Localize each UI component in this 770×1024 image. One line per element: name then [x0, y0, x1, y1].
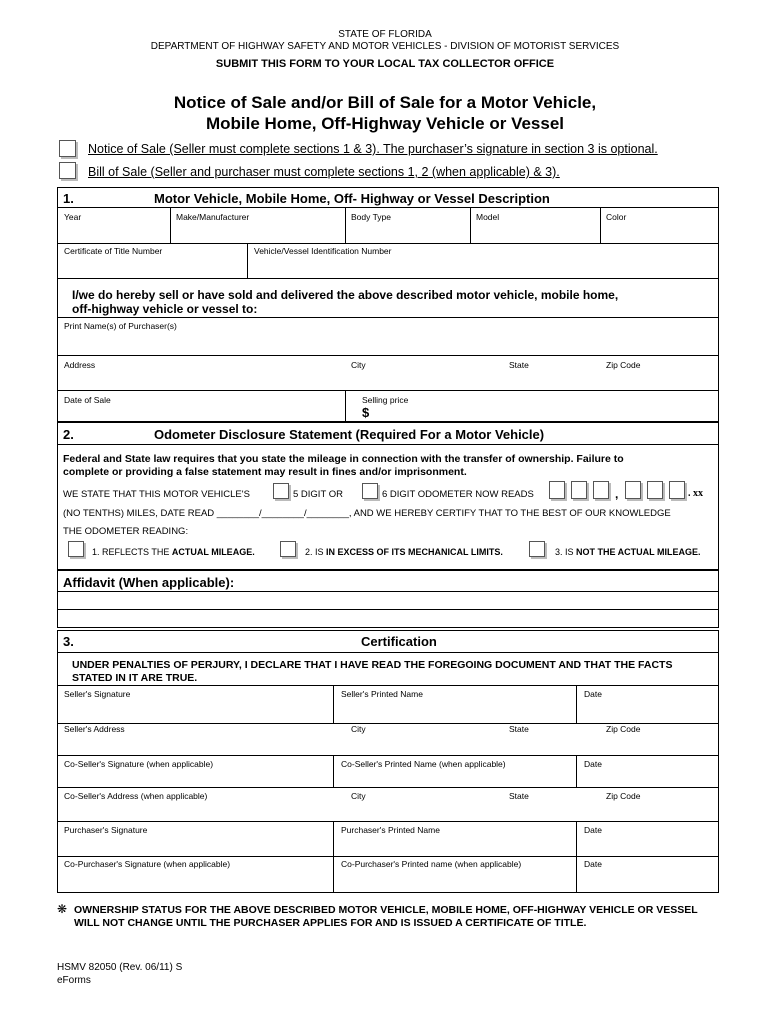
form-title-line2: Mobile Home, Off-Highway Vehicle or Vessel: [205, 114, 565, 133]
seller-zip-label: Zip Code: [606, 724, 641, 734]
seller-printed-name-label: Seller's Printed Name: [341, 689, 423, 699]
five-digit-checkbox[interactable]: [273, 483, 289, 499]
department-heading: DEPARTMENT OF HIGHWAY SAFETY AND MOTOR VEHICLES - DIVISION OF MOTORIST SERVICES: [150, 41, 620, 52]
six-digit-checkbox[interactable]: [362, 483, 378, 499]
law-text-line2: complete or providing a false statement may result in fines and/or imprisonment.: [63, 466, 467, 478]
perjury-line2: STATED IN IT ARE TRUE.: [72, 672, 198, 684]
title-number-label: Certificate of Title Number: [64, 246, 163, 256]
not-actual-mileage-label: 3. IS NOT THE ACTUAL MILEAGE.: [555, 547, 701, 557]
year-label: Year: [64, 212, 82, 222]
coseller-city-label: City: [351, 791, 366, 801]
actual-mileage-checkbox[interactable]: [68, 541, 84, 557]
odometer-digit-3[interactable]: [593, 481, 609, 499]
color-label: Color: [606, 212, 627, 222]
seller-signature-label: Seller's Signature: [64, 689, 131, 699]
coseller-printed-name-label: Co-Seller's Printed Name (when applicable): [341, 759, 506, 769]
coseller-address-label: Co-Seller's Address (when applicable): [64, 791, 208, 801]
section1-number: 1.: [63, 191, 74, 206]
model-label: Model: [476, 212, 500, 222]
odometer-digit-6[interactable]: [669, 481, 685, 499]
form-title-line1: Notice of Sale and/or Bill of Sale for a Motor Vehicle,: [173, 93, 597, 112]
affidavit-title: Affidavit (When applicable):: [63, 575, 235, 590]
submit-instruction: SUBMIT THIS FORM TO YOUR LOCAL TAX COLLECTOR OFFICE: [215, 58, 555, 70]
purchaser-printed-name-label: Purchaser's Printed Name: [341, 825, 440, 835]
coseller-date-label: Date: [584, 759, 602, 769]
section1-title: Motor Vehicle, Mobile Home, Off- Highway or Vessel Description: [154, 191, 550, 206]
seller-state-label: State: [509, 724, 529, 734]
state-label: State: [509, 360, 529, 370]
date-of-sale-label: Date of Sale: [64, 395, 111, 405]
bill-of-sale-label: Bill of Sale (Seller and purchaser must complete sections 1, 2 (when applicable) & 3).: [88, 165, 560, 179]
we-state-text: WE STATE THAT THIS MOTOR VEHICLE'S: [63, 489, 250, 500]
perjury-line1: UNDER PENALTIES OF PERJURY, I DECLARE THAT I HAVE READ THE FOREGOING DOCUMENT AND THAT THE FACTS: [72, 659, 673, 671]
seller-city-label: City: [351, 724, 366, 734]
five-digit-label: 5 DIGIT OR: [293, 489, 343, 500]
bill-of-sale-checkbox[interactable]: [59, 162, 76, 179]
section2-number: 2.: [63, 427, 74, 442]
sale-statement-line2: off-highway vehicle or vessel to:: [72, 302, 258, 316]
six-digit-label: 6 DIGIT ODOMETER NOW READS: [382, 489, 534, 500]
odometer-comma: ,: [615, 487, 619, 501]
actual-mileage-label: 1. REFLECTS THE ACTUAL MILEAGE.: [92, 547, 255, 557]
seller-date-label: Date: [584, 689, 602, 699]
section3-number: 3.: [63, 634, 74, 649]
purchaser-date-label: Date: [584, 825, 602, 835]
coseller-zip-label: Zip Code: [606, 791, 641, 801]
seller-address-label: Seller's Address: [64, 724, 125, 734]
dollar-sign: $: [362, 405, 370, 420]
make-label: Make/Manufacturer: [176, 212, 250, 222]
body-type-label: Body Type: [351, 212, 392, 222]
ownership-line2: WILL NOT CHANGE UNTIL THE PURCHASER APPLIES FOR AND IS ISSUED A CERTIFICATE OF TITLE.: [74, 917, 587, 929]
odometer-digit-4[interactable]: [625, 481, 641, 499]
ownership-line1: OWNERSHIP STATUS FOR THE ABOVE DESCRIBED MOTOR VEHICLE, MOBILE HOME, OFF-HIGHWAY VEHICLE OR VESSEL: [74, 904, 698, 916]
notice-of-sale-label: Notice of Sale (Seller must complete sections 1 & 3). The purchaser’s signature in section 3 is optional.: [88, 142, 658, 156]
vin-label: Vehicle/Vessel Identification Number: [254, 246, 392, 256]
coseller-signature-label: Co-Seller's Signature (when applicable): [64, 759, 214, 769]
purchaser-names-label: Print Name(s) of Purchaser(s): [64, 321, 177, 331]
copurchaser-signature-label: Co-Purchaser's Signature (when applicable): [64, 859, 231, 869]
odometer-tenths: . xx: [688, 488, 703, 499]
not-actual-mileage-checkbox[interactable]: [529, 541, 545, 557]
odometer-digit-1[interactable]: [549, 481, 565, 499]
law-text-line1: Federal and State law requires that you state the mileage in connection with the transfer of ownership. Failure to: [63, 453, 624, 465]
state-heading: STATE OF FLORIDA: [338, 29, 432, 40]
odometer-digit-5[interactable]: [647, 481, 663, 499]
address-label: Address: [64, 360, 96, 370]
excess-limits-checkbox[interactable]: [280, 541, 296, 557]
star-icon: ❋: [57, 902, 68, 916]
zip-label: Zip Code: [606, 360, 641, 370]
section2-title: Odometer Disclosure Statement (Required For a Motor Vehicle): [154, 427, 545, 442]
copurchaser-printed-name-label: Co-Purchaser's Printed name (when applicable): [341, 859, 522, 869]
sale-statement-line1: I/we do hereby sell or have sold and delivered the above described motor vehicle, mobile home,: [72, 288, 619, 302]
odometer-reading-text: THE ODOMETER READING:: [63, 526, 189, 537]
city-label: City: [351, 360, 366, 370]
section3-title: Certification: [361, 634, 437, 649]
coseller-state-label: State: [509, 791, 529, 801]
purchaser-signature-label: Purchaser's Signature: [64, 825, 148, 835]
eforms-label: eForms: [57, 975, 91, 986]
selling-price-label: Selling price: [362, 395, 409, 405]
notice-of-sale-checkbox[interactable]: [59, 140, 76, 157]
miles-date-text: (NO TENTHS) MILES, DATE READ ________/________/________, AND WE HEREBY CERTIFY THAT TO THE BEST OF OUR KNOWLEDGE: [63, 508, 671, 519]
excess-limits-label: 2. IS IN EXCESS OF ITS MECHANICAL LIMITS.: [305, 547, 503, 557]
form-number: HSMV 82050 (Rev. 06/11) S: [57, 962, 183, 973]
copurchaser-date-label: Date: [584, 859, 602, 869]
odometer-digit-2[interactable]: [571, 481, 587, 499]
